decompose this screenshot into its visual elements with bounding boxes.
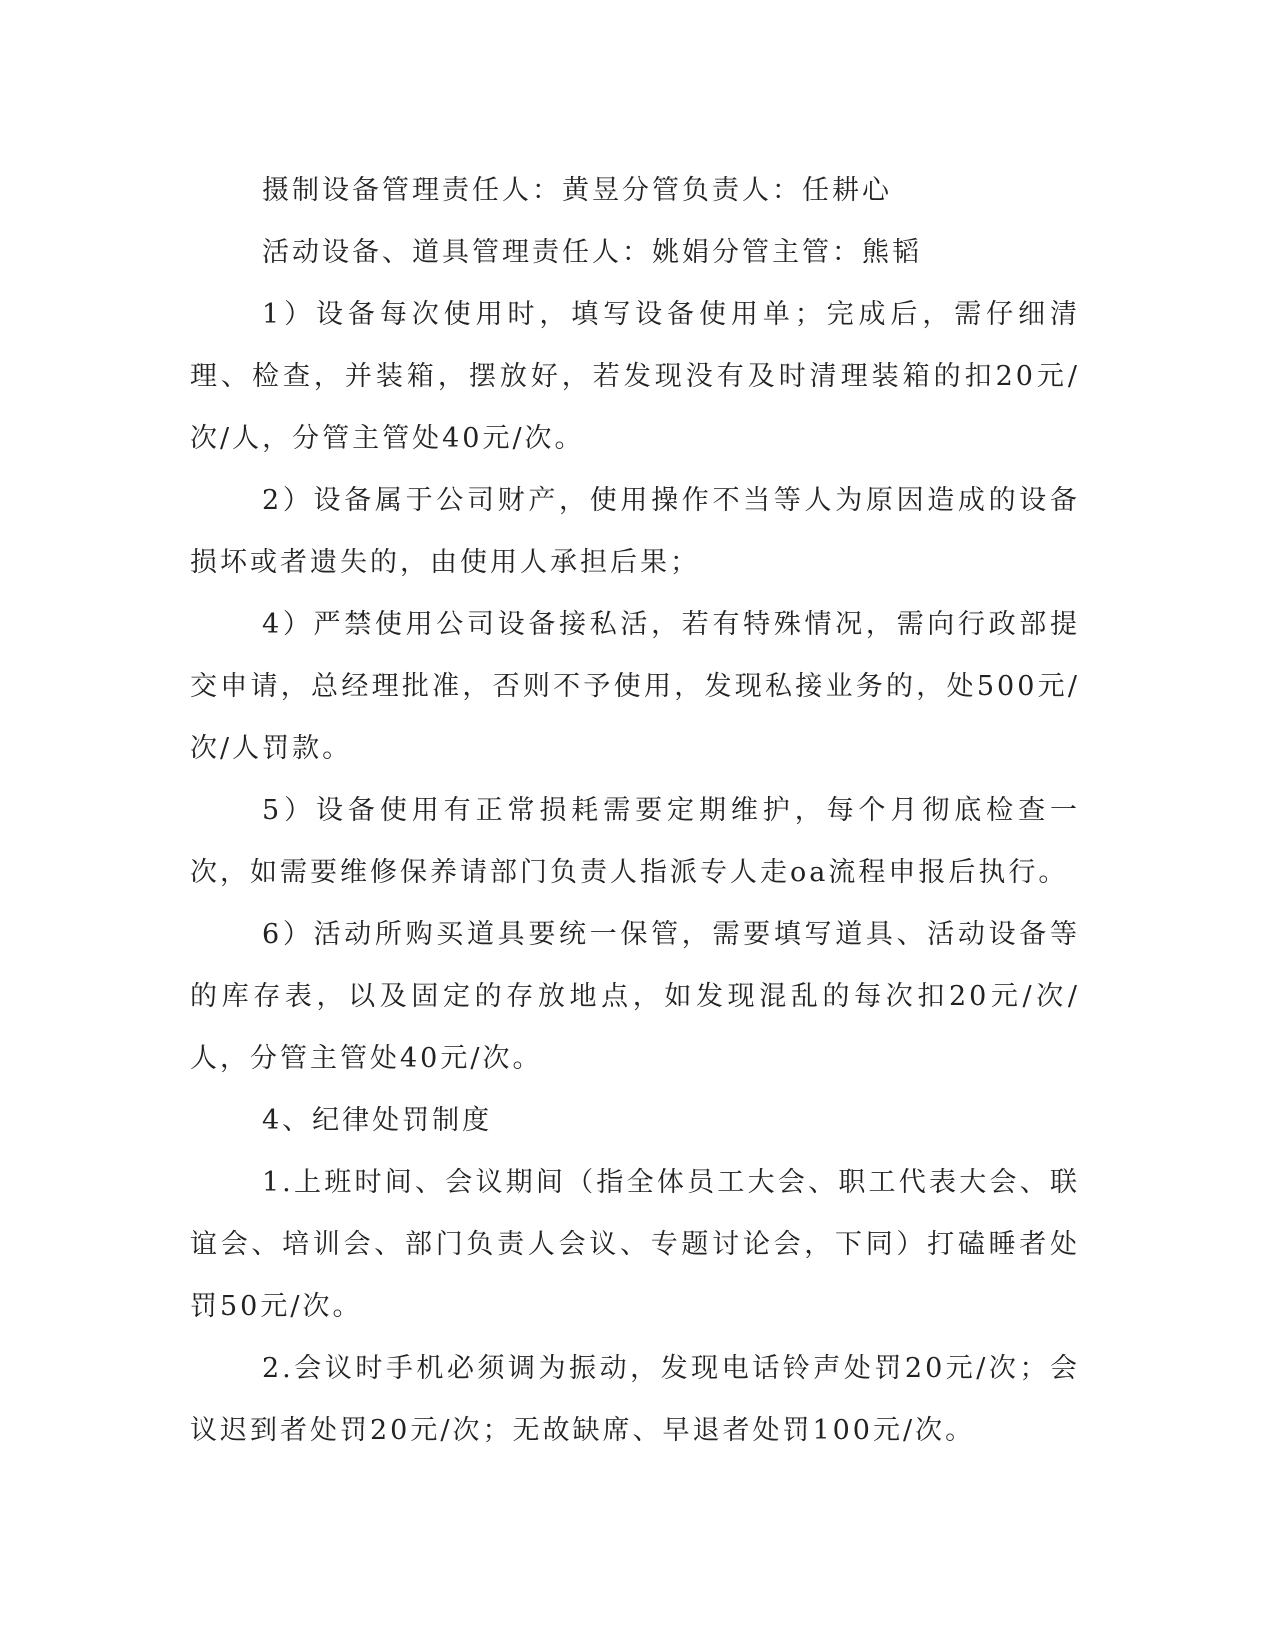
- paragraph-rule-2: 2）设备属于公司财产，使用操作不当等人为原因造成的设备损坏或者遗失的，由使用人承担后果；: [190, 485, 1080, 578]
- paragraph-event-equipment-manager: 活动设备、道具管理责任人：姚娟分管主管：熊韬: [262, 237, 922, 268]
- paragraph-rule-4: 4）严禁使用公司设备接私活，若有特殊情况，需向行政部提交申请，总经理批准，否则不予使用，发现私接业务的，处500元/次/人罚款。: [190, 609, 1080, 764]
- paragraph-rule-1: 1）设备每次使用时，填写设备使用单；完成后，需仔细清理、检查，并装箱，摆放好，若发现没有及时清理装箱的扣20元/次/人，分管主管处40元/次。: [190, 299, 1080, 454]
- paragraph-rule-5: 5）设备使用有正常损耗需要定期维护，每个月彻底检查一次，如需要维修保养请部门负责人指派专人走oa流程申报后执行。: [190, 795, 1080, 888]
- paragraph-discipline-1: 1.上班时间、会议期间（指全体员工大会、职工代表大会、联谊会、培训会、部门负责人会议、专题讨论会，下同）打磕睡者处罚50元/次。: [190, 1167, 1080, 1322]
- document-body: [190, 160, 1080, 1462]
- paragraph-rule-6: 6）活动所购买道具要统一保管，需要填写道具、活动设备等的库存表，以及固定的存放地点，如发现混乱的每次扣20元/次/人，分管主管处40元/次。: [190, 919, 1080, 1074]
- paragraph-discipline-2: 2.会议时手机必须调为振动，发现电话铃声处罚20元/次；会议迟到者处罚20元/次；无故缺席、早退者处罚100元/次。: [190, 1353, 1080, 1446]
- section-heading-discipline: 4、纪律处罚制度: [262, 1105, 493, 1136]
- paragraph-filming-equipment-manager: 摄制设备管理责任人：黄昱分管负责人：任耕心: [262, 175, 892, 206]
